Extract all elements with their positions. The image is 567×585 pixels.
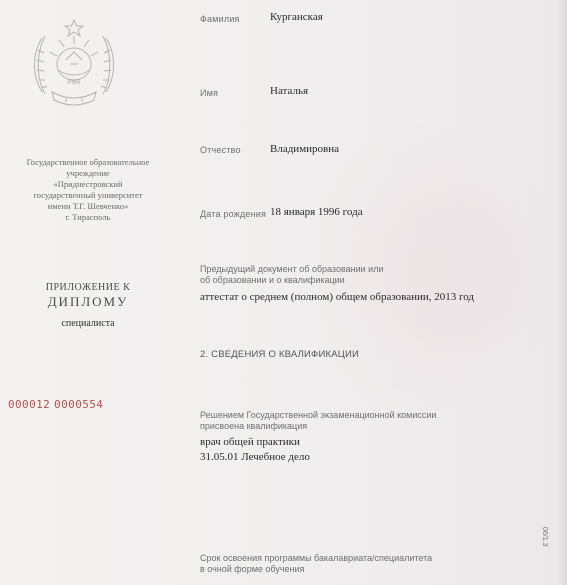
previous-document-label-line: об образовании и о квалификации — [200, 275, 345, 285]
previous-document-label-line: Предыдущий документ об образовании или — [200, 264, 384, 274]
program-duration-label-line: в очной форме обучения — [200, 564, 305, 574]
page-edge-shadow — [557, 0, 567, 585]
institution-line: «Приднестровский — [53, 179, 123, 189]
appendix-line-2: ДИПЛОМУ — [47, 294, 129, 309]
institution-line: г. Тирасполь — [65, 212, 111, 222]
qualification-label-line: Решением Государственной экзаменационной комиссии — [200, 410, 437, 420]
program-duration-label — [200, 553, 432, 575]
section-2-title: 2. СВЕДЕНИЯ О КВАЛИФИКАЦИИ — [200, 349, 360, 360]
emblem-inscription: PMR — [67, 80, 81, 86]
state-emblem-icon — [28, 14, 120, 114]
qualification-label — [200, 410, 436, 432]
appendix-line-3: специалиста — [61, 318, 115, 329]
appendix-title — [18, 282, 158, 329]
side-form-code: 06/1.3 — [541, 527, 548, 547]
name-label: Имя — [200, 88, 219, 98]
previous-document-label — [200, 264, 383, 286]
program-duration-label-line: Срок освоения программы бакалавриата/специалитета — [200, 553, 433, 563]
patronymic-value: Владимировна — [270, 143, 340, 155]
institution-line: государственный университет — [33, 190, 143, 200]
dob-value: 18 января 1996 года — [270, 206, 363, 218]
institution-line: имени Т.Г. Шевченко» — [47, 201, 129, 211]
surname-value: Курганская — [270, 11, 323, 23]
serial-number — [8, 398, 103, 411]
previous-document-value: аттестат о среднем (полном) общем образовании, 2013 год — [200, 291, 475, 303]
institution-block — [18, 157, 158, 223]
appendix-line-1: ПРИЛОЖЕНИЕ К — [45, 282, 131, 293]
institution-line: учреждение — [66, 168, 110, 178]
dob-label: Дата рождения — [200, 209, 267, 219]
institution-line: Государственное образовательное — [26, 157, 150, 167]
specialty-value: 31.05.01 Лечебное дело — [200, 451, 310, 463]
serial-series: 000012 — [8, 398, 51, 411]
qualification-label-line: присвоена квалификация — [200, 421, 308, 431]
serial-number-value: 0000554 — [54, 398, 104, 411]
qualification-value: врач общей практики — [200, 436, 300, 448]
patronymic-label: Отчество — [200, 145, 241, 155]
name-value: Наталья — [270, 85, 309, 97]
surname-label: Фамилия — [200, 14, 240, 24]
